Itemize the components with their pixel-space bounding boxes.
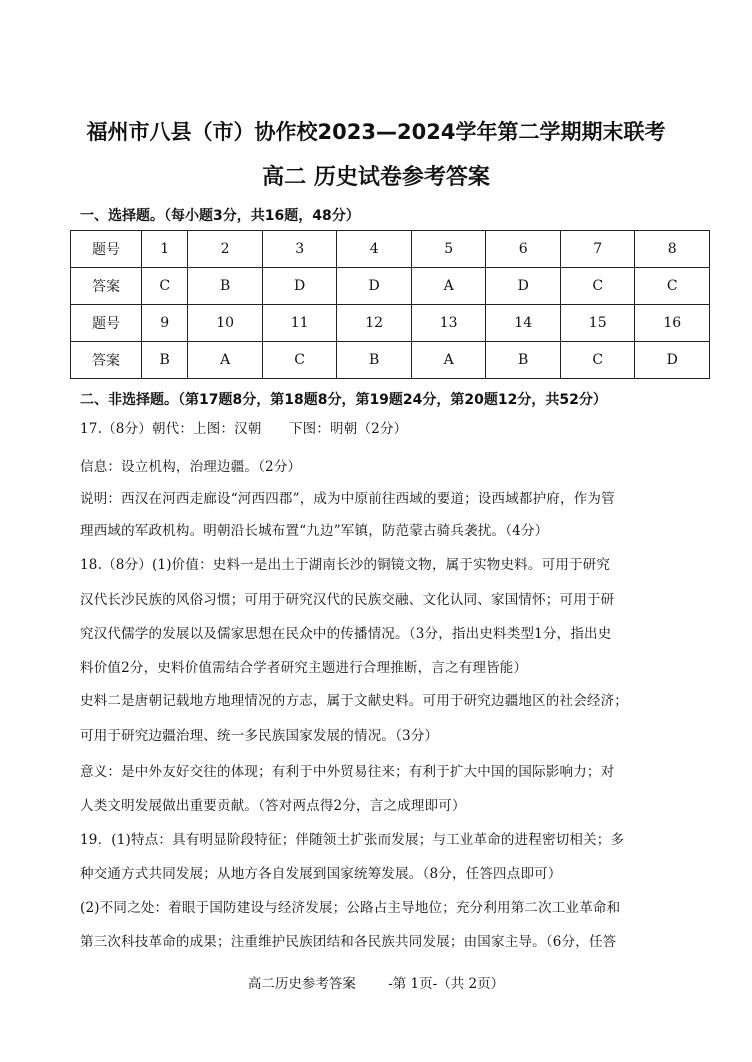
table-cell: 4: [337, 231, 412, 268]
answer-line: 17.（8分）朝代：上图：汉朝 下图：明朝（2分）: [80, 421, 408, 437]
answer-line: 理西域的军政机构。明朝沿长城布置“九边”军镇，防范蒙古骑兵袭扰。（4分）: [80, 523, 549, 539]
table-cell: 3: [262, 231, 337, 268]
table-cell: D: [486, 268, 561, 305]
table-cell: C: [560, 342, 635, 379]
row-header: 答案: [71, 342, 142, 379]
table-cell: A: [411, 342, 486, 379]
answer-line: (2)不同之处：着眼于国防建设与经济发展；公路占主导地位；充分利用第二次工业革命和: [80, 900, 621, 916]
answer-table-row: [71, 231, 710, 268]
table-cell: 7: [560, 231, 635, 268]
table-cell: A: [188, 342, 263, 379]
table-cell: C: [635, 268, 710, 305]
answer-line: 意义：是中外友好交往的体现；有利于中外贸易往来；有利于扩大中国的国际影响力；对: [80, 764, 615, 780]
answer-table-row: [71, 342, 710, 379]
table-cell: B: [188, 268, 263, 305]
answer-line: 说明：西汉在河西走廊设“河西四郡”，成为中原前往西域的要道；设西域都护府，作为管: [80, 491, 615, 507]
row-header: 题号: [71, 231, 142, 268]
answer-line: 18.（8分）(1)价值：史料一是出土于湖南长沙的铜镜文物，属于实物史料。可用于研究: [80, 557, 611, 573]
answer-line: 究汉代儒学的发展以及儒家思想在民众中的传播情况。（3分，指出史料类型1分，指出史: [80, 626, 612, 642]
answer-line: 种交通方式共同发展；从地方各自发展到国家统筹发展。（8分，任答四点即可）: [80, 866, 562, 882]
table-cell: B: [142, 342, 188, 379]
section-heading-nonchoice: 二、非选择题。（第17题8分，第18题8分，第19题24分，第20题12分，共52分）: [80, 392, 607, 408]
section-heading-choice: 一、选择题。（每小题3分，共16题，48分）: [80, 208, 360, 224]
answer-table: [70, 230, 710, 379]
row-header: 答案: [71, 268, 142, 305]
page-number: -第 1页-（共 2页）: [388, 976, 505, 992]
answer-line: 可用于研究边疆治理、统一多民族国家发展的情况。（3分）: [80, 728, 439, 744]
table-cell: B: [337, 342, 412, 379]
table-cell: 12: [337, 305, 412, 342]
document-title: 福州市八县（市）协作校2023—2024学年第二学期期末联考: [86, 120, 666, 144]
table-cell: 10: [188, 305, 263, 342]
answer-line: 料价值2分，史料价值需结合学者研究主题进行合理推断，言之有理皆能）: [80, 660, 528, 676]
answer-table-row: [71, 268, 710, 305]
document-subtitle: 高二 历史试卷参考答案: [262, 165, 490, 190]
table-cell: C: [142, 268, 188, 305]
answer-line: 汉代长沙民族的风俗习惯；可用于研究汉代的民族交融、文化认同、家国情怀；可用于研: [80, 592, 615, 608]
table-cell: 5: [411, 231, 486, 268]
table-cell: D: [262, 268, 337, 305]
table-cell: 15: [560, 305, 635, 342]
answer-line: 第三次科技革命的成果；注重维护民族团结和各民族共同发展；由国家主导。（6分，任答: [80, 934, 617, 950]
table-cell: 9: [142, 305, 188, 342]
table-cell: D: [635, 342, 710, 379]
row-header: 题号: [71, 305, 142, 342]
table-cell: A: [411, 268, 486, 305]
footer-title: 高二历史参考答案: [247, 976, 356, 992]
page-footer: [0, 972, 752, 992]
answer-line: 史料二是唐朝记载地方地理情况的方志，属于文献史料。可用于研究边疆地区的社会经济；: [80, 693, 628, 709]
table-cell: D: [337, 268, 412, 305]
answer-line: 人类文明发展做出重要贡献。（答对两点得2分，言之成理即可）: [80, 798, 466, 814]
answer-line: 信息：设立机构，治理边疆。（2分）: [80, 459, 302, 475]
table-cell: 2: [188, 231, 263, 268]
answer-line: 19．(1)特点：具有明显阶段特征；伴随领土扩张而发展；与工业革命的进程密切相关；多: [80, 832, 625, 848]
table-cell: 8: [635, 231, 710, 268]
table-cell: 16: [635, 305, 710, 342]
table-cell: 11: [262, 305, 337, 342]
answer-table-row: [71, 305, 710, 342]
table-cell: 6: [486, 231, 561, 268]
table-cell: B: [486, 342, 561, 379]
table-cell: 13: [411, 305, 486, 342]
table-cell: 14: [486, 305, 561, 342]
table-cell: C: [262, 342, 337, 379]
table-cell: C: [560, 268, 635, 305]
table-cell: 1: [142, 231, 188, 268]
